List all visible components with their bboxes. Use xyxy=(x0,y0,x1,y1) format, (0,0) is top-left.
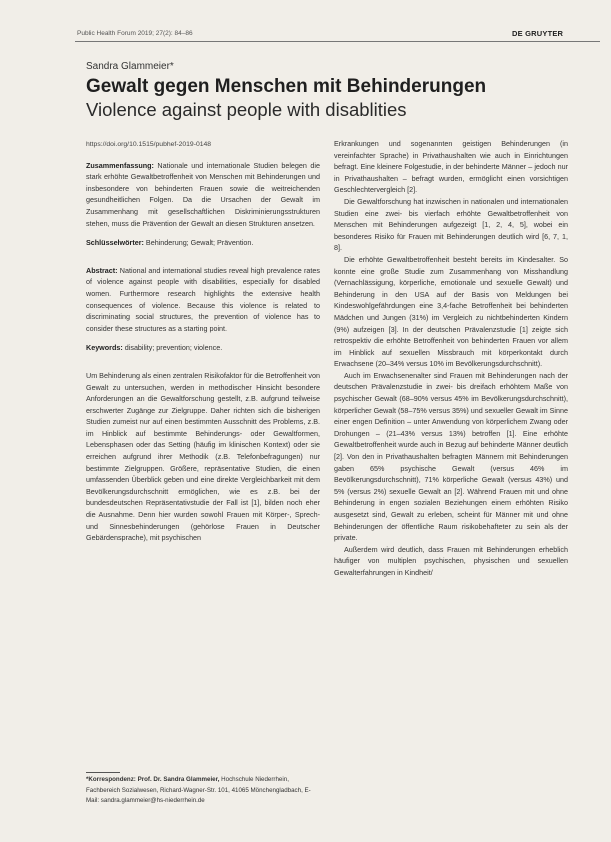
summary-text: Nationale und internationale Studien belegen die stark erhöhte Gewaltbetroffenheit von Menschen mit Behinderungen und insbesondere von behinderten Frauen sowie die weitreichenden gesundheitlichen Folgen. Da die Ursachen der Gewalt im Zusammenhang mit gesellschaftlichen Diskriminierungsstrukturen stehen, muss die Prävention der Gewalt an diesen Strukturen ansetzen. xyxy=(86,160,320,228)
left-column xyxy=(86,139,320,544)
keywords-english-label: Keywords: xyxy=(86,343,123,353)
keywords-german-label: Schlüsselwörter: xyxy=(86,238,144,248)
publisher-logo: DE GRUYTER xyxy=(512,29,564,38)
body-paragraph-left: Um Behinderung als einen zentralen Risikofaktor für die Betroffenheit von Gewalt zu untersuchen, werden in methodischer Hinsicht besondere Anforderungen an die Gewaltforschung gestellt, z.B. aufgrund teilweise erschwerter Zugänge zur Zielgruppe. Daher richten sich die bisherigen Studien zumeist nur auf einen bestimmten Ausschnitt des Problems, z.B. im Hinblick auf bestimmte Behinderungs- oder Gewaltformen, Lebensphasen oder das Setting (häufig im klinischen Kontext) oder sie erreichen aufgrund ihrer Methodik (z.B. Telefonbefragungen) nur bestimmte Zielgruppen. Größere, repräsentative Studien, die einen umfassenden Überblick geben und eine direkte Vergleichbarkeit mit dem Bevölkerungsdurchschnitt ermöglichen, wie es z.B. bei der bundesdeutschen Repräsentativstudie der Fall ist [1], bilden noch eher die Ausnahme. Denn hier wurden sowohl Frauen mit Körper-, Sprech- und Sinnesbehinderungen (gehörlose Frauen in Deutscher Gebärdensprache), mit psychischen xyxy=(86,370,320,543)
article-title-english: Violence against people with disablities xyxy=(86,99,407,120)
abstract-label: Abstract: xyxy=(86,265,118,275)
body-paragraph-right-2: Die Gewaltforschung hat inzwischen in nationalen und internationalen Studien eine zwei- bis vierfach erhöhte Gewaltbetroffenheit von Menschen mit Behinderungen aufgezeigt [1, 2, 4, 5], wobei ein besonderes Risiko für Frauen mit Behinderungen deutlich wird [6, 7, 1, 8]. xyxy=(334,196,568,253)
abstract-text: National and international studies reveal high prevalence rates of violence against people with disabilities, especially for disabled women. Furthermore research highlights the extensive health consequences of violence. Because this violence is related to discriminating social structures, the prevention of violence has to consider these structures as a starting point. xyxy=(86,265,320,333)
footnote-divider xyxy=(86,772,120,773)
abstract-paragraph xyxy=(86,265,320,335)
keywords-german-text: Behinderung; Gewalt; Prävention. xyxy=(145,238,254,248)
keywords-english xyxy=(86,342,320,354)
header-divider xyxy=(75,41,600,42)
body-paragraph-right-1: Erkrankungen und sogenannten geistigen Behinderungen (in vereinfachter Sprache) in Privathaushalten wie auch in Einrichtungen befragt. Eine kleinere Folgestudie, in der behinderte Männer – jedoch nur in Privathaushalten – befragt wurden, ermöglicht einen vorsichtigen Geschlechtervergleich [2]. xyxy=(334,139,568,195)
summary-paragraph xyxy=(86,160,320,230)
body-paragraph-right-4: Auch im Erwachsenenalter sind Frauen mit Behinderungen nach der deutschen Prävalenzstudie in zwei- bis dreifach erhöhtem Maße von psychischer Gewalt (68–90% versus 45% im Bevölkerungsdurchschnitt), körperlicher Gewalt (58–75% versus 35%) und sexueller Gewalt im Sinne einer engen Definition – unter Anwendung von körperlichem Zwang oder Drohungen – (21–43% versus 13%) betroffen [1]. Eine erhöhte Gewaltbetroffenheit wurde auch in Bezug auf behinderte Männer deutlich [2]. Von den in Privathaushalten befragten Männern mit Behinderungen gaben 65% psychische Gewalt (versus 46% im Bevölkerungsdurchschnitt), 71% körperliche Gewalt (versus 43%) und 5% (versus 2%) sexuelle Gewalt an [2]. Während Frauen mit und ohne Behinderung in engen sozialen Beziehungen einem erhöhten Risiko ausgesetzt sind, Gewalt zu erleben, scheint für Männer mit und ohne Behinderungen der öffentliche Raum risikobehafteter zu sein als der private. xyxy=(334,370,568,543)
keywords-english-text: disability; prevention; violence. xyxy=(124,343,223,353)
doi-link[interactable]: https://doi.org/10.1515/pubhef-2019-0148 xyxy=(86,141,212,148)
running-header-journal: Public Health Forum 2019; 27(2): 84–86 xyxy=(77,30,193,37)
summary-label: Zusammenfassung: xyxy=(86,160,154,170)
footnote-label: *Korrespondenz: Prof. Dr. Sandra Glammeier, xyxy=(86,776,220,783)
right-column xyxy=(334,138,568,579)
author-name: Sandra Glammeier* xyxy=(86,61,174,72)
body-paragraph-right-3: Die erhöhte Gewaltbetroffenheit besteht bereits im Kindesalter. So konnte eine große Studie zum Zusammenhang von Misshandlung (Vernachlässigung, körperliche, emotionale und sexuelle Gewalt) und Behinderung in den USA auf der Basis von Meldungen bei Kindeswohlgefährdungen eine 3,4-fache Betroffenheit bei behinderten Mädchen und Jungen (31%) im Vergleich zu nichtbehinderten Kindern (9%) aufzeigen [3]. In der deutschen Prävalenzstudie [1] zeigte sich retrospektiv die erhöhte Betroffenheit von behinderten Frauen vor allem im Hinblick auf sexuellen Missbrauch mit körperkontakt durch Erwachsene (20–34% versus 10% im Bevölkerungsdurchschnitt). xyxy=(334,254,568,369)
keywords-german xyxy=(86,237,320,249)
correspondence-footnote xyxy=(86,775,318,807)
body-paragraph-right-5: Außerdem wird deutlich, dass Frauen mit Behinderungen erheblich häufiger von multiplen psychischen, physischen und sexuellen Gewalterfahrungen in Kindheit/ xyxy=(334,544,568,577)
article-title-german: Gewalt gegen Menschen mit Behinderungen xyxy=(86,76,487,97)
footnote-text: Hochschule Niederrhein, Fachbereich Sozialwesen, Richard-Wagner-Str. 101, 41065 Mönchengladbach, E-Mail: sandra.glammeier@hs-niederrhein.de xyxy=(86,776,311,804)
